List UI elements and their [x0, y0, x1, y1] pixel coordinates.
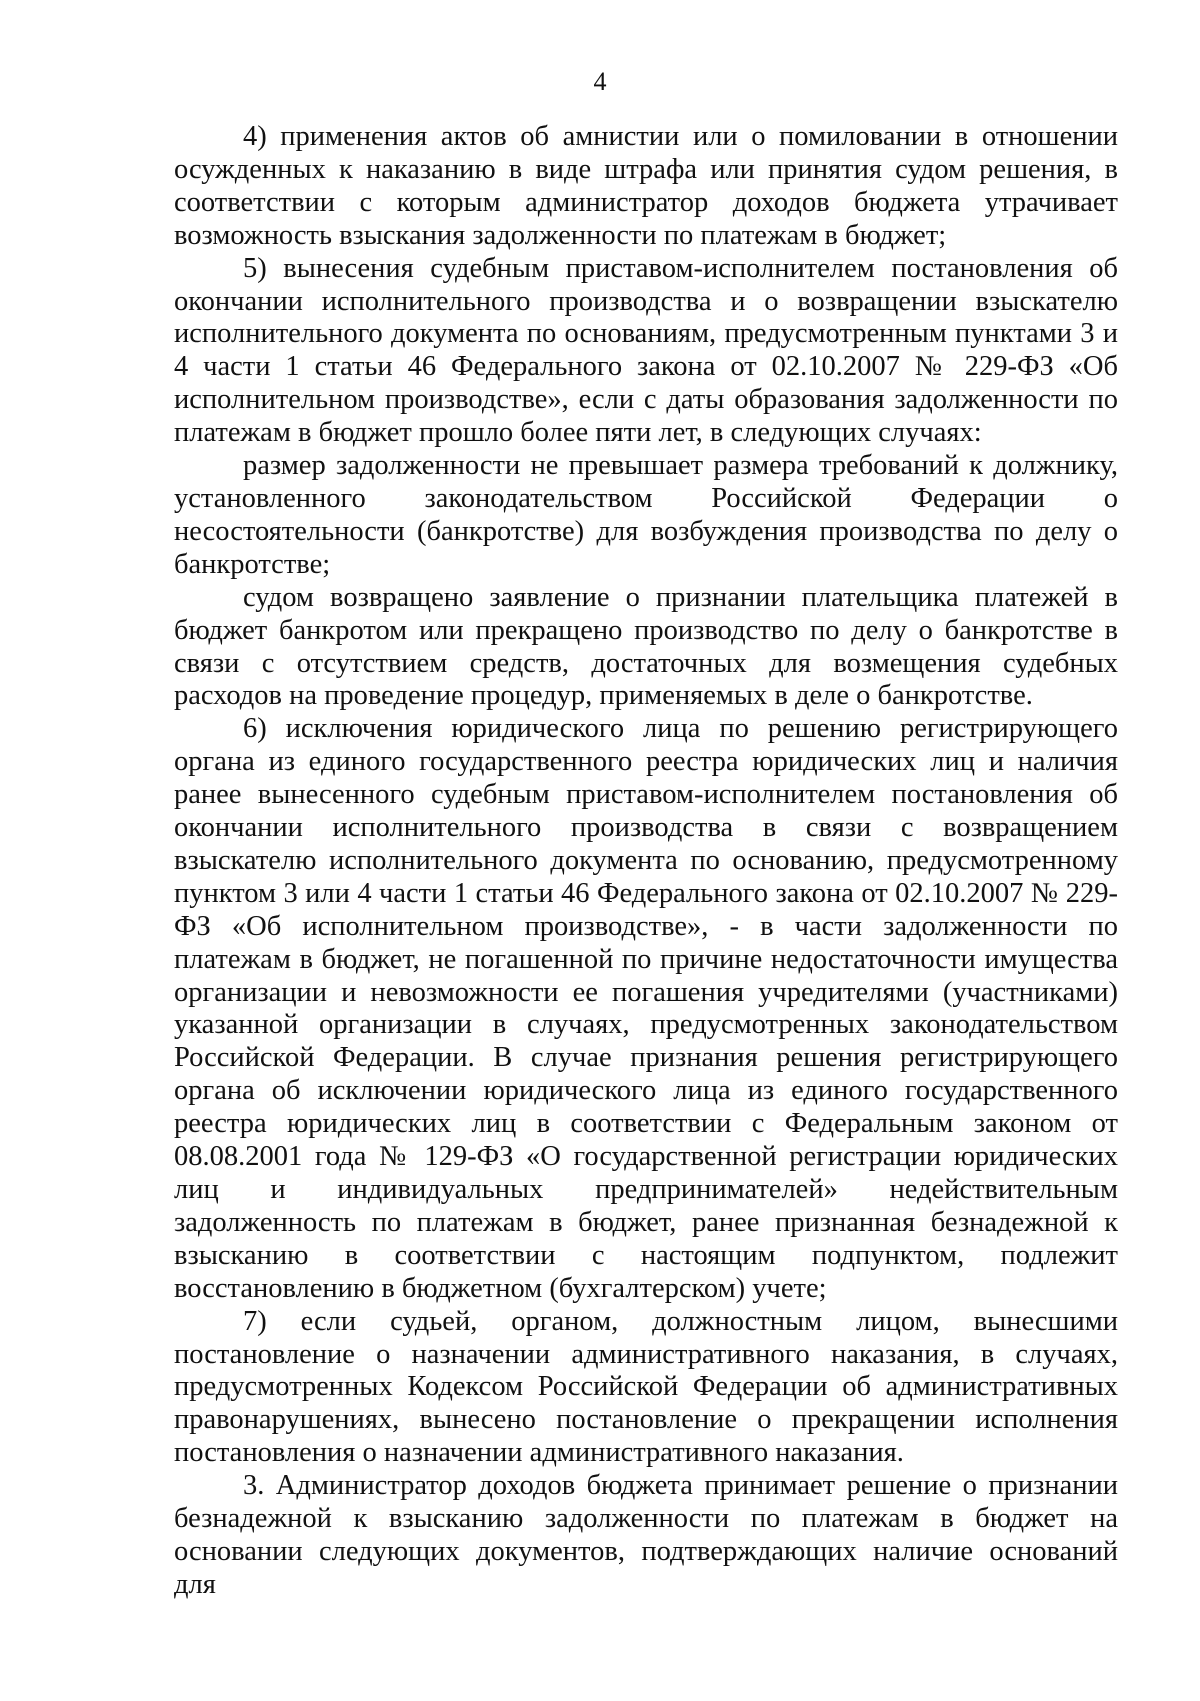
paragraph-item-5: 5) вынесения судебным приставом-исполнителем постановления об окончании исполнительного производства и о возвращении взыскателю исполнительного документа по основаниям, предусмотренным пунктами 3 и 4 части 1 статьи 46 Федерального закона от 02.10.2007 № 229-ФЗ «Об исполнительном производстве», если с даты образования задолженности по платежам в бюджет прошло более пяти лет, в следующих случаях:: [174, 252, 1118, 449]
paragraph-section-3: 3. Администратор доходов бюджета принимает решение о признании безнадежной к взысканию задолженности по платежам в бюджет на основании следующих документов, подтверждающих наличие оснований для: [174, 1470, 1118, 1600]
paragraph-item-6: 6) исключения юридического лица по решению регистрирующего органа из единого государственного реестра юридических лиц и наличия ранее вынесенного судебным приставом-исполнителем постановления об окончании исполнительного производства в связи с возвращением взыскателю исполнительного документа по основанию, предусмотренному пунктом 3 или 4 части 1 статьи 46 Федерального закона от 02.10.2007 № 229-ФЗ «Об исполнительном производстве», - в части задолженности по платежам в бюджет, не погашенной по причине недостаточности имущества организации и невозможности ее погашения учредителями (участниками) указанной организации в случаях, предусмотренных законодательством Российской Федерации. В случае признания решения регистрирующего органа об исключении юридического лица из единого государственного реестра юридических лиц в соответствии с Федеральным законом от 08.08.2001 года № 129-ФЗ «О государственной регистрации юридических лиц и индивидуальных предпринимателей» недействительным задолженность по платежам в бюджет, ранее признанная безнадежной к взысканию в соответствии с настоящим подпунктом, подлежит восстановлению в бюджетном (бухгалтерском) учете;: [174, 713, 1118, 1304]
paragraph-debt-size: размер задолженности не превышает размера требований к должнику, установленного законодательством Российской Федерации о несостоятельности (банкротстве) для возбуждения производства по делу о банкротстве;: [174, 450, 1118, 580]
paragraph-item-7: 7) если судьей, органом, должностным лицом, вынесшими постановление о назначении административного наказания, в случаях, предусмотренных Кодексом Российской Федерации об административных правонарушениях, вынесено постановление о прекращении исполнения постановления о назначении административного наказания.: [174, 1305, 1118, 1469]
document-body: [174, 121, 1118, 1602]
page-number: 4: [593, 67, 607, 96]
paragraph-court-return: судом возвращено заявление о признании плательщика платежей в бюджет банкротом или прекращено производство по делу о банкротстве в связи с отсутствием средств, достаточных для возмещения судебных расходов на проведение процедур, применяемых в деле о банкротстве.: [174, 581, 1118, 712]
paragraph-item-4: 4) применения актов об амнистии или о помиловании в отношении осужденных к наказанию в виде штрафа или принятия судом решения, в соответствии с которым администратор доходов бюджета утрачивает возможность взыскания задолженности по платежам в бюджет;: [174, 121, 1118, 251]
